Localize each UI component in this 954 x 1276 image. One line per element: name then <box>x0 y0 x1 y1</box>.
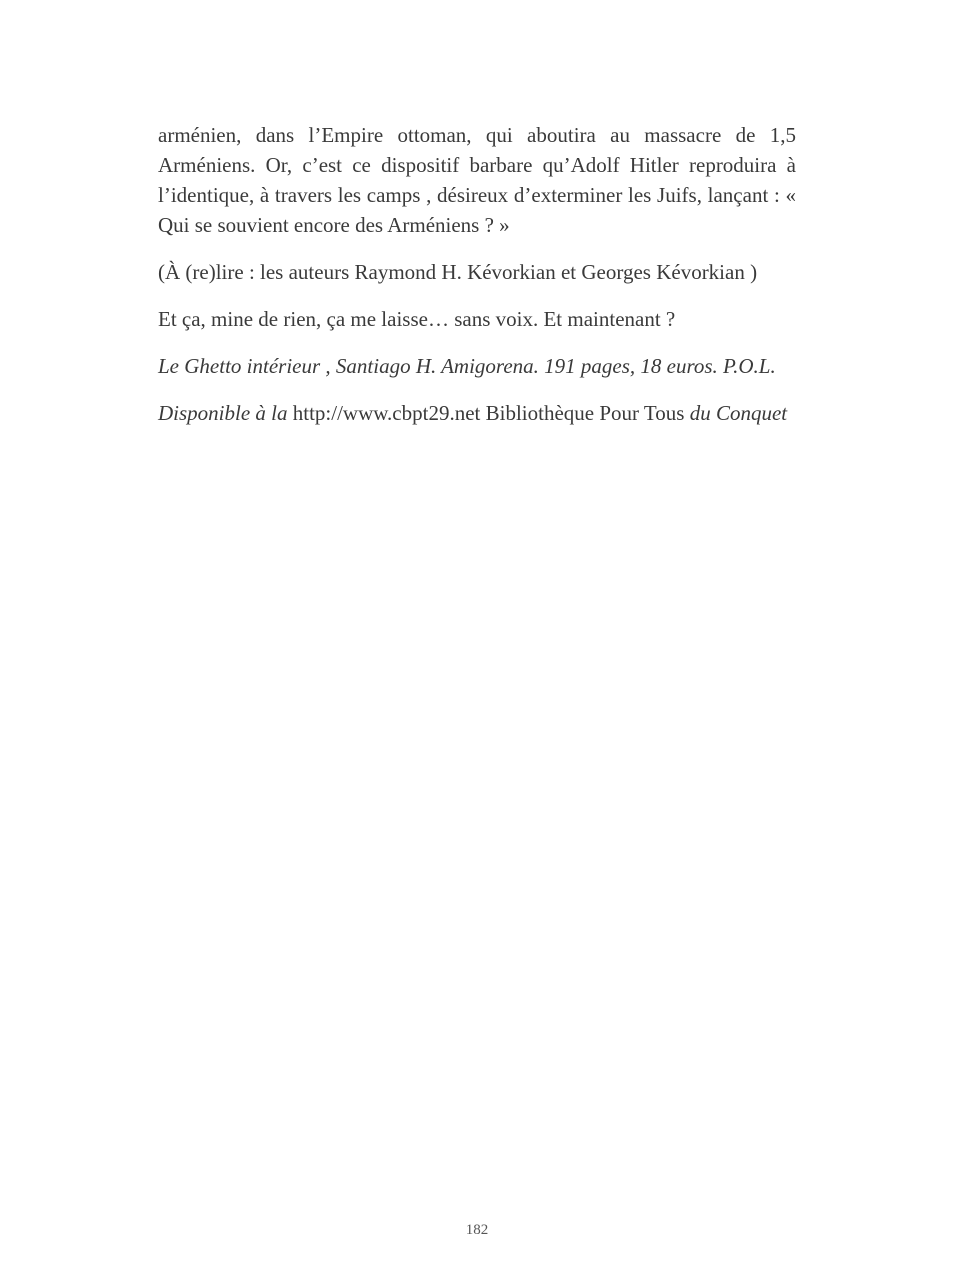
library-name: Bibliothèque Pour Tous <box>485 401 685 425</box>
library-location: du Conquet <box>689 401 788 425</box>
paragraph-reaction: Et ça, mine de rien, ça me laisse… sans voix. Et maintenant ? <box>158 307 676 331</box>
page-number: 182 <box>465 1222 489 1238</box>
paragraph-armenian-genocide: arménien, dans l’Empire ottoman, qui aboutira au massacre de 1,5 Arméniens. Or, c’est ce dispositif barbare qu’Adolf Hitler reproduira à l’identique, à travers les camps , désireux d’exterminer les Juifs, lançant : « Qui se souvient encore des Arméniens ? » <box>158 123 796 237</box>
library-link[interactable]: http://www.cbpt29.net <box>292 401 481 425</box>
paragraph-availability <box>158 398 796 428</box>
availability-prefix: Disponible à la <box>158 401 288 425</box>
paragraph-reading-suggestion: (À (re)lire : les auteurs Raymond H. Kévorkian et Georges Kévorkian ) <box>158 260 758 284</box>
page-body <box>158 120 796 445</box>
paragraph-book-reference: Le Ghetto intérieur , Santiago H. Amigorena. 191 pages, 18 euros. P.O.L. <box>158 354 776 378</box>
